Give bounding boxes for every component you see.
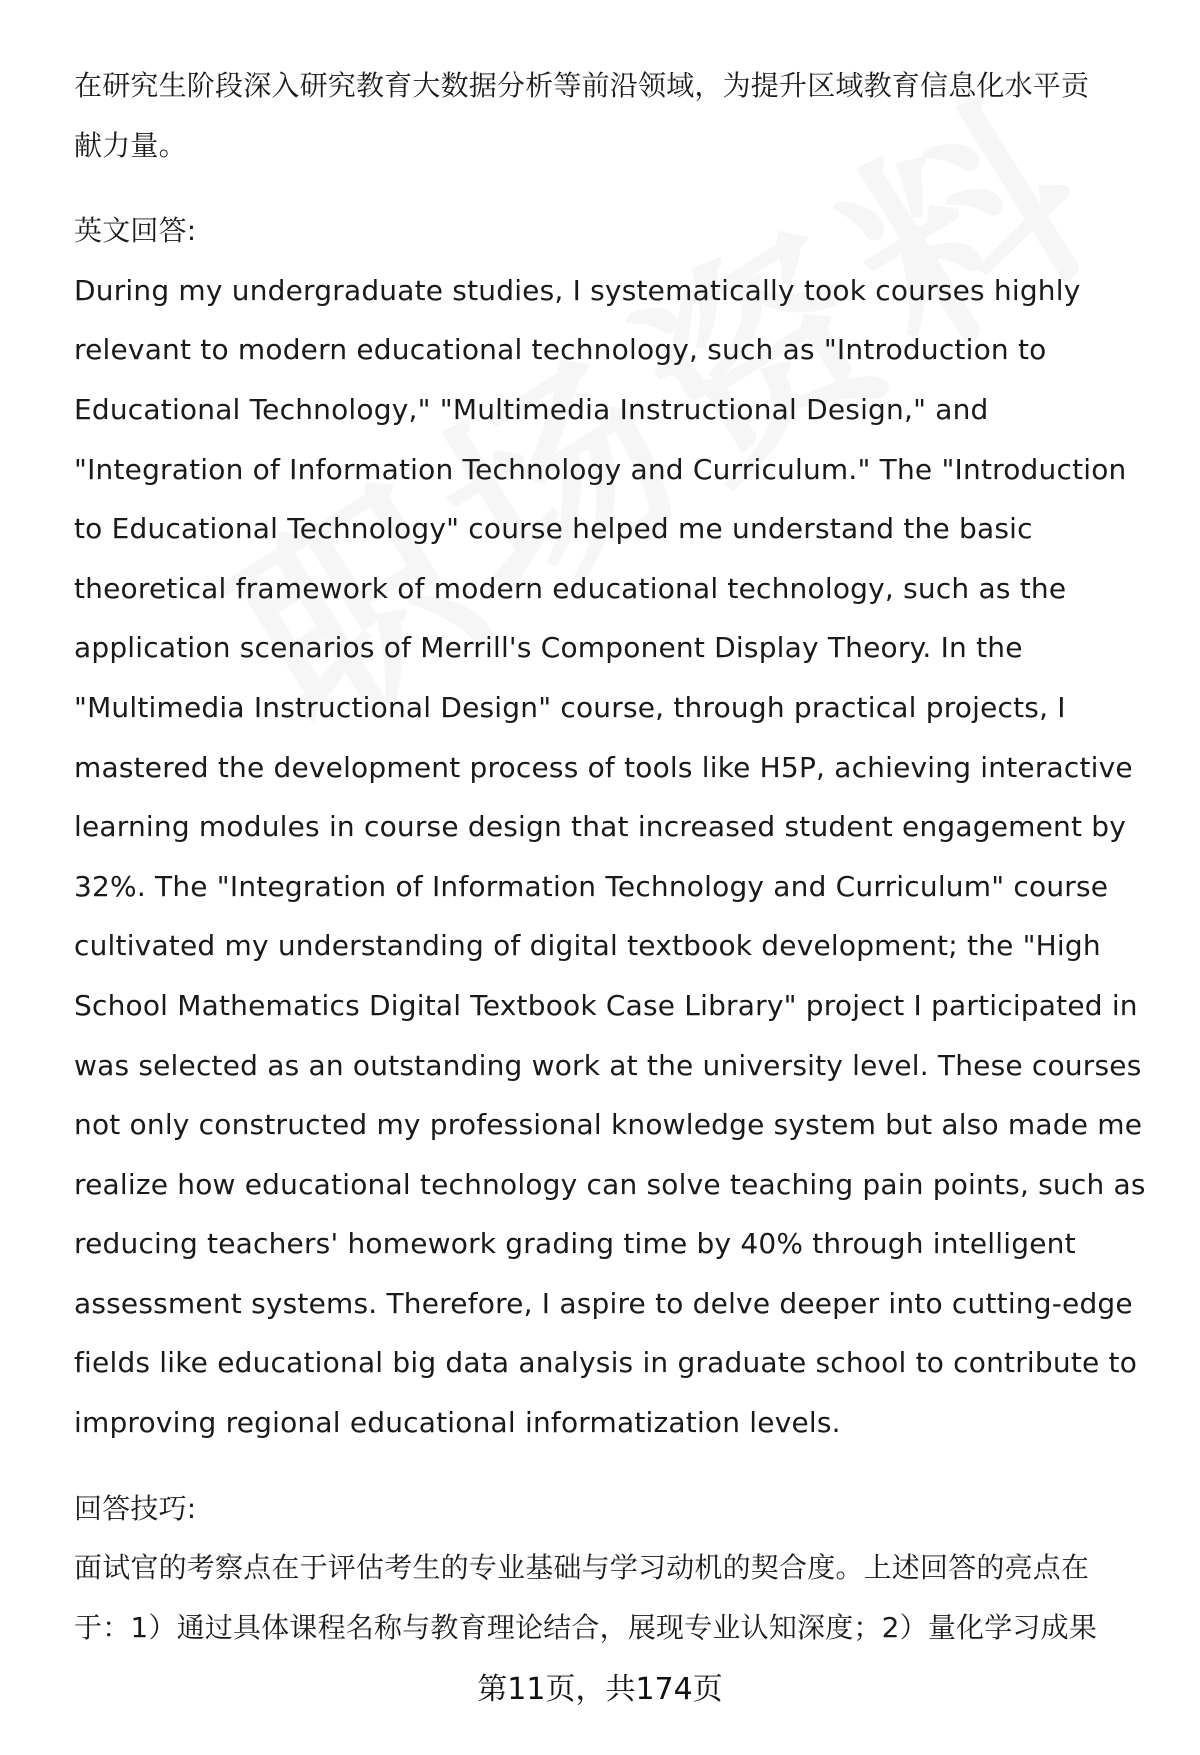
intro-tail-paragraph: 在研究生阶段深入研究教育大数据分析等前沿领域，为提升区域教育信息化水平贡 献力量。 xyxy=(74,69,1090,162)
spacer xyxy=(74,1453,1154,1479)
tips-heading: 回答技巧: xyxy=(74,1491,197,1525)
page-number-footer: 第11页，共174页 xyxy=(477,1672,723,1707)
english-answer-heading: 英文回答: xyxy=(74,214,197,248)
spacer xyxy=(74,175,1154,201)
english-answer-paragraph: During my undergraduate studies, I systematically took courses highly relevant to modern educational technology, such as "Introduction to Educational Technology," "Multimedia Instructional Design," and "Integration of Information Technology and Curriculum." The "Introduction to Educational Technology" course helped me understand the basic theoretical framework of modern educational technology, such as the application scenarios of Merrill's Component Display Theory. In the "Multimedia Instructional Design" course, through practical projects, I mastered the development process of tools like H5P, achieving interactive learning modules in course design that increased student engagement by 32%. The "Integration of Information Technology and Curriculum" course cultivated my understanding of digital textbook development; the "High School Mathematics Digital Textbook Case Library" project I participated in was selected as an outstanding work at the university level. These courses not only constructed my professional knowledge system but also made me realize how educational technology can solve teaching pain points, such as reducing teachers' homework grading time by 40% through intelligent assessment systems. Therefore, I aspire to delve deeper into cutting-edge fields like educational big data analysis in graduate school to contribute to improving regional educational informatization levels. xyxy=(74,273,1146,1440)
tips-paragraph: 面试官的考察点在于评估考生的专业基础与学习动机的契合度。上述回答的亮点在 于：1）通过具体课程名称与教育理论结合，展现专业认知深度；2）量化学习成果 xyxy=(74,1551,1098,1644)
page-content xyxy=(74,56,1154,1657)
